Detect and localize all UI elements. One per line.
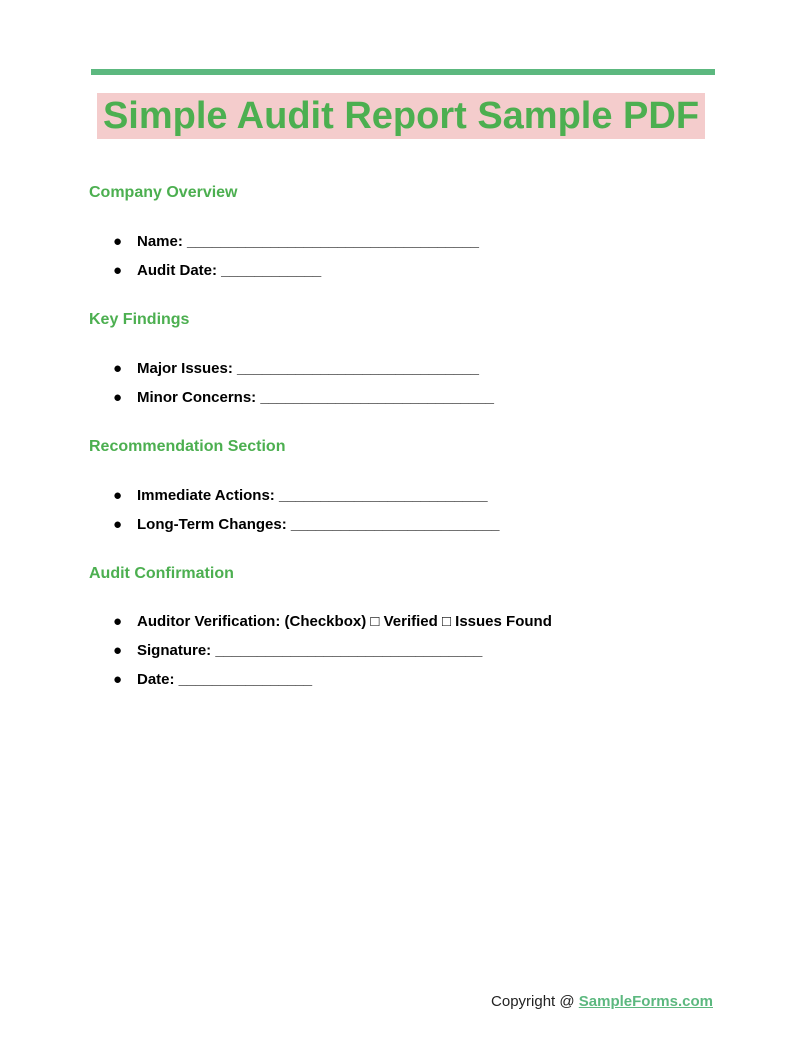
- field-audit-date: Audit Date: ____________: [137, 262, 322, 279]
- field-signature: Signature: ________________________________: [137, 642, 483, 659]
- bullet-icon: ●: [113, 233, 123, 250]
- bullet-icon: ●: [113, 389, 123, 406]
- section-heading-key-findings: Key Findings: [89, 311, 190, 328]
- top-rule: [91, 69, 715, 75]
- footer-copyright: [491, 992, 713, 1012]
- bullet-icon: ●: [113, 642, 123, 659]
- title-highlight: [97, 93, 705, 139]
- field-name: Name: ___________________________________: [137, 233, 479, 250]
- field-date: Date: ________________: [137, 671, 313, 688]
- section-heading-audit-confirmation: Audit Confirmation: [89, 565, 234, 582]
- page-title: Simple Audit Report Sample PDF: [102, 95, 700, 137]
- section-heading-company-overview: Company Overview: [89, 184, 238, 201]
- bullet-icon: ●: [113, 360, 123, 377]
- footer-prefix: Copyright @: [491, 993, 579, 1010]
- field-minor-concerns: Minor Concerns: ____________________________: [137, 389, 494, 406]
- bullet-icon: ●: [113, 487, 123, 504]
- bullet-icon: ●: [113, 671, 123, 688]
- field-major-issues: Major Issues: _____________________________: [137, 360, 479, 377]
- bullet-icon: ●: [113, 516, 123, 533]
- field-auditor-verification: Auditor Verification: (Checkbox) □ Verified □ Issues Found: [137, 613, 552, 630]
- field-immediate-actions: Immediate Actions: _________________________: [137, 487, 488, 504]
- footer-link-sampleforms[interactable]: SampleForms.com: [578, 993, 713, 1010]
- bullet-icon: ●: [113, 262, 123, 279]
- field-long-term-changes: Long-Term Changes: _________________________: [137, 516, 500, 533]
- section-heading-recommendation: Recommendation Section: [89, 438, 286, 455]
- bullet-icon: ●: [113, 613, 123, 630]
